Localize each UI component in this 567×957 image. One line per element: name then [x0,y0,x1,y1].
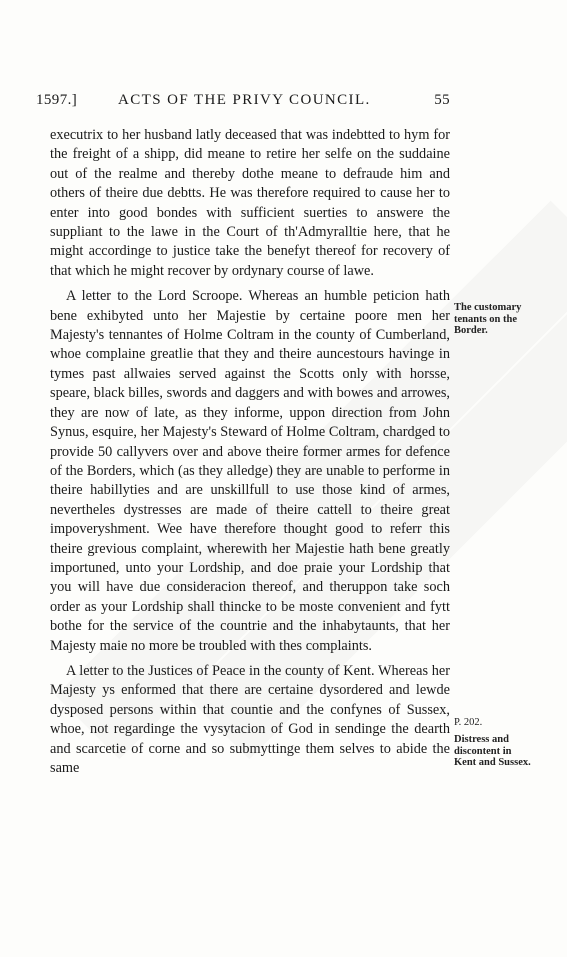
body-text [50,126,450,778]
page-number: 55 [434,92,450,108]
paragraph-lord-scroope: A letter to the Lord Scroope. Whereas an humble peticion hath bene exhibyted unto her Majestie by certaine poore men her Majesty's tennantes of Holme Coltram in the county of Cumberland, whoe complaine greatlie that they and theire auncestours havinge in tymes past allwaies served against the Scotts only with horsse, speare, black billes, swords and daggers and with bowes and arrowes, they are now of late, as they informe, uppon direction from John Synus, esquire, her Majesty's Steward of Holme Coltram, chardged to provide 50 callyvers over and above theire former armes for defence of the Borders, which (as they alledge) they are unable to performe in theire habillyties and are unskillfull to use those kind of armes, nevertheles dystresses are made of theire cattell to theire great impoveryshment. Wee have therefore thought good to referr this theire grevious complaint, wherewith her Majestie hath bene greatly importuned, unto your Lordship, and doe praie your Lordship that you will have due consideracion thereof, and theruppon take soch order as your Lordship shall thincke to be moste convenient and fytt bothe for the service of the countrie and the inhabytaunts, that her Majesty maie no more be troubled with thes complaints. [50,288,450,654]
margin-note-distress-kent: Distress and discontent in Kent and Sussex. [454,734,531,768]
paragraph-justices-kent: A letter to the Justices of Peace in the county of Kent. Whereas her Majesty ys enformed that there are certaine dysordered and lewde dysposed persons within that countie and the confynes of Sussex, whoe, not regardinge the vysytacion of God in sendinge the dearth and scarcetie of corne and so submyttinge them selves to abide the same [50,662,450,776]
margin-page-reference: P. 202. [454,717,483,728]
header-title: ACTS OF THE PRIVY COUNCIL. [118,92,371,108]
header-year: 1597.] [36,92,78,108]
running-header [36,92,450,112]
margin-note-customary-tenants: The customary tenants on the Border. [454,302,522,336]
paragraph-executrix: executrix to her husband latly deceased that was indebtted to hym for the freight of a shipp, did meane to retire her selfe on the suddaine out of the realme and thereby dothe meane to defraude him and others of theire due debtts. He was therefore required to cause her to enter into good bondes with sufficient suerties to answere the suppliant to the lawe in the Court of th'Admyralltie here, that he might accordinge to justice take the benefyt thereof for recovery of that which he might recover by ordynary course of lawe. [50,127,450,279]
